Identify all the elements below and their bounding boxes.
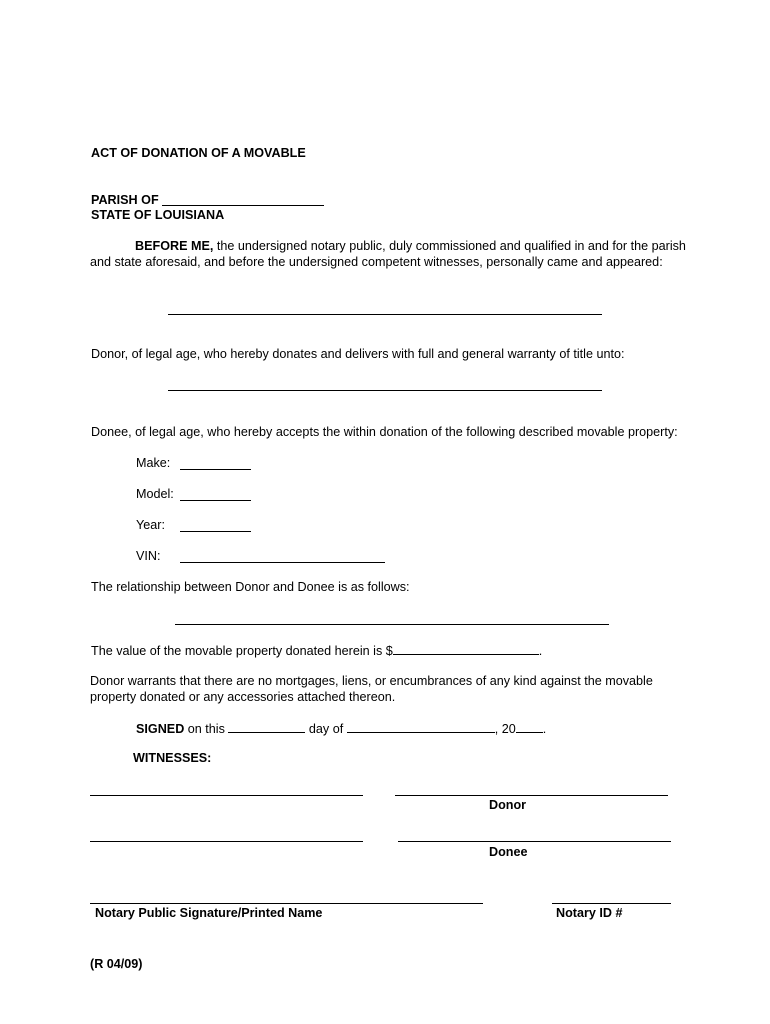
signed-day-blank[interactable] <box>228 720 305 733</box>
donee-paragraph: Donee, of legal age, who hereby accepts the within donation of the following described movable property: <box>91 425 678 439</box>
intro-paragraph <box>90 238 690 270</box>
donee-signature-line[interactable] <box>398 841 671 842</box>
state-label: STATE OF LOUISIANA <box>91 208 225 222</box>
parish-label-text: PARISH OF <box>91 193 159 207</box>
value-suffix: . <box>538 644 543 658</box>
signed-on-this: on this <box>184 722 229 736</box>
notary-signature-line[interactable] <box>90 903 483 904</box>
relationship-line[interactable] <box>175 624 609 625</box>
signed-bold: SIGNED <box>136 722 185 736</box>
vin-label: VIN: <box>136 549 161 563</box>
donor-paragraph: Donor, of legal age, who hereby donates and delivers with full and general warranty of title unto: <box>91 347 625 361</box>
relationship-paragraph: The relationship between Donor and Donee is as follows: <box>91 580 410 594</box>
signed-period: . <box>542 722 547 736</box>
value-prefix: The value of the movable property donated herein is $ <box>91 644 393 658</box>
witness-1-signature-line[interactable] <box>90 795 363 796</box>
vin-blank[interactable] <box>180 562 385 563</box>
donee-label: Donee <box>489 845 528 859</box>
donor-signature-line[interactable] <box>395 795 668 796</box>
signed-line <box>136 720 546 736</box>
value-blank[interactable] <box>393 642 539 655</box>
donor-label: Donor <box>489 798 527 812</box>
model-label: Model: <box>136 487 174 501</box>
notary-signature-label: Notary Public Signature/Printed Name <box>95 906 323 920</box>
value-statement <box>91 642 542 658</box>
intro-bold-lead: BEFORE ME, <box>135 239 214 253</box>
signed-day-of: day of <box>305 722 347 736</box>
witness-2-signature-line[interactable] <box>90 841 363 842</box>
notary-id-label: Notary ID # <box>556 906 623 920</box>
year-label: Year: <box>136 518 165 532</box>
parish-label <box>91 193 159 207</box>
parish-blank[interactable] <box>162 205 324 206</box>
make-blank[interactable] <box>180 469 251 470</box>
witnesses-label: WITNESSES: <box>133 751 212 765</box>
year-blank[interactable] <box>180 531 251 532</box>
make-label: Make: <box>136 456 171 470</box>
signed-year-prefix: , 20 <box>494 722 516 736</box>
donee-name-line[interactable] <box>168 390 602 391</box>
model-blank[interactable] <box>180 500 251 501</box>
donor-name-line[interactable] <box>168 314 602 315</box>
warranty-paragraph: Donor warrants that there are no mortgages, liens, or encumbrances of any kind against the movable property donated or any accessories attached thereon. <box>90 674 653 704</box>
intro-text: the undersigned notary public, duly commissioned and qualified in and for the parish and state aforesaid, and before the undersigned competent witnesses, personally came and appeared: <box>90 239 686 269</box>
signed-year-blank[interactable] <box>516 720 543 733</box>
signed-month-blank[interactable] <box>347 720 495 733</box>
document-title: ACT OF DONATION OF A MOVABLE <box>91 146 306 160</box>
revision-code: (R 04/09) <box>90 957 143 971</box>
notary-id-line[interactable] <box>552 903 671 904</box>
